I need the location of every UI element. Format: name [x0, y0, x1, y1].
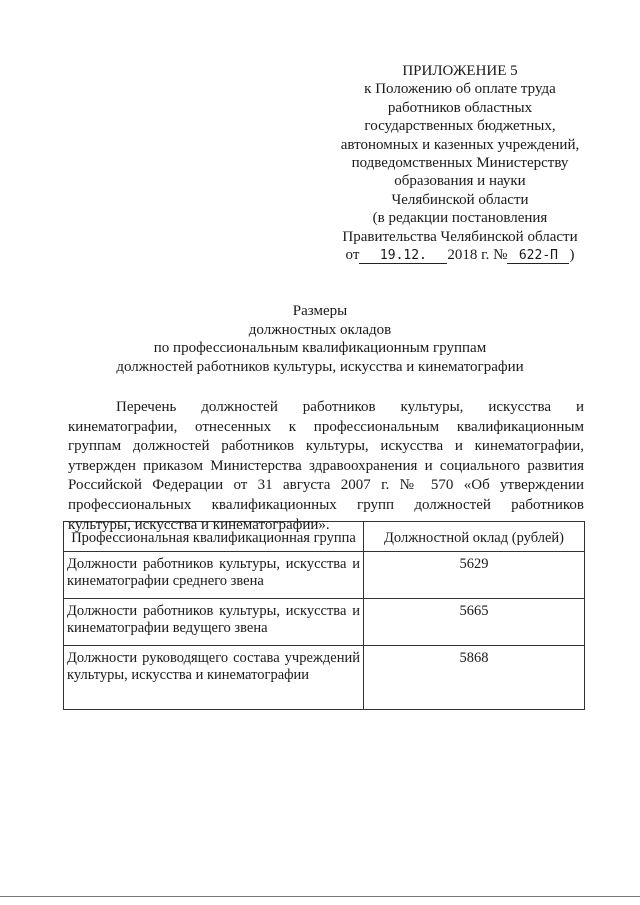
- title-line: Размеры: [292, 303, 348, 319]
- intro-paragraph: Перечень должностей работников культуры, искусства и кинематографии, отнесенных к профессиональным квалификационным группам должностей работников культуры, искусства и кинематографии, утвержден приказом Министерства здравоохранения и социального развития Российской Федерации от 31 августа 2007 г. № 570 «Об утверждении профессиональных квалификационных групп должностей работников культуры, искусства и кинематографии».: [68, 399, 584, 533]
- appendix-block: [335, 62, 585, 264]
- table-header-row: [64, 522, 585, 552]
- appendix-line: государственных бюджетных,: [364, 118, 556, 135]
- appendix-line: подведомственных Министерству: [351, 155, 569, 172]
- title-line: по профессиональным квалификационным группам: [153, 340, 487, 356]
- appendix-line: Правительства Челябинской области: [342, 228, 578, 245]
- appendix-line: автономных и казенных учреждений,: [340, 136, 580, 153]
- salary-cell: 5868: [364, 646, 585, 710]
- table-row: [64, 599, 585, 646]
- table-row: [64, 646, 585, 710]
- appendix-line: к Положению об оплате труда: [364, 81, 556, 98]
- group-cell: Должности руководящего состава учреждений культуры, искусства и кинематографии: [64, 646, 364, 710]
- appendix-heading: ПРИЛОЖЕНИЕ 5: [402, 63, 518, 79]
- document-title: [40, 302, 600, 376]
- appendix-line: работников областных: [387, 99, 533, 116]
- header-group: Профессиональная квалификационная группа: [64, 522, 364, 552]
- date-prefix: от: [345, 247, 360, 264]
- salary-cell: 5665: [364, 599, 585, 646]
- header-salary: Должностной оклад (рублей): [364, 522, 585, 552]
- salary-cell: 5629: [364, 552, 585, 599]
- group-cell: Должности работников культуры, искусства и кинематографии среднего звена: [64, 552, 364, 599]
- date-middle: 2018 г. №: [447, 247, 508, 264]
- group-cell: Должности работников культуры, искусства и кинематографии ведущего звена: [64, 599, 364, 646]
- table-row: [64, 552, 585, 599]
- decree-date-line: [335, 246, 585, 264]
- decree-number-field: 622-П: [507, 249, 569, 264]
- title-line: должностных окладов: [248, 321, 392, 338]
- appendix-line: (в редакции постановления: [372, 210, 548, 227]
- title-line: должностей работников культуры, искусства и кинематографии: [116, 358, 524, 375]
- appendix-line: Челябинской области: [391, 191, 529, 208]
- salary-table: [63, 521, 585, 710]
- date-suffix: ): [569, 247, 575, 264]
- decree-date-field: 19.12.: [359, 249, 447, 264]
- page-edge-line: [0, 896, 640, 897]
- appendix-line: образования и науки: [394, 173, 526, 190]
